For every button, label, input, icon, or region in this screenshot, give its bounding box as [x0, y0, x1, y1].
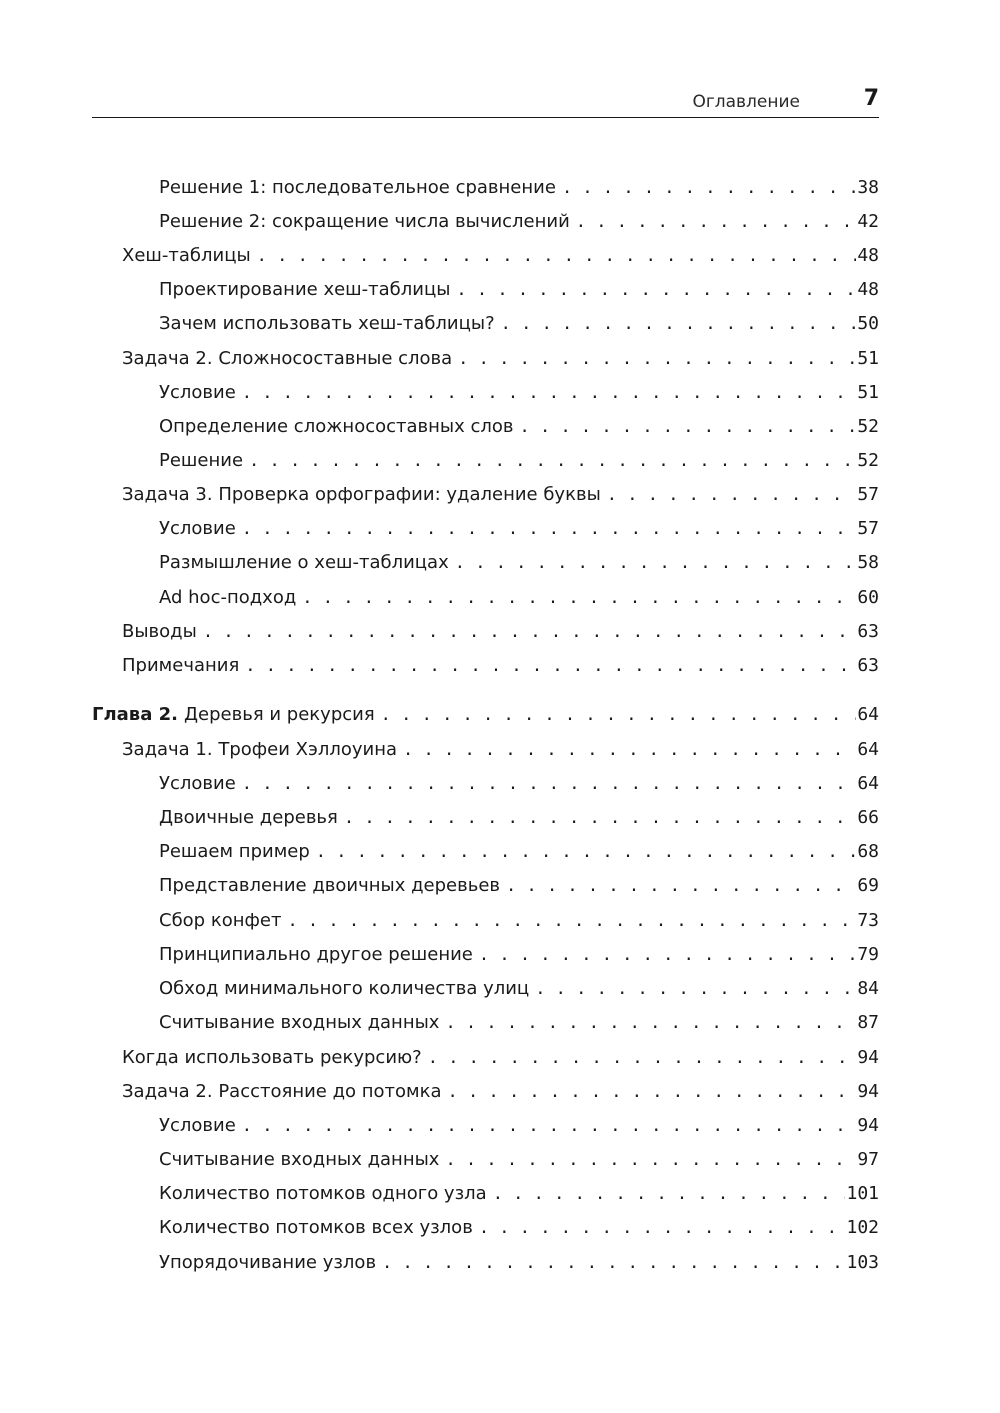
toc-entry-title: Зачем использовать хеш-таблицы?	[159, 313, 495, 334]
toc-page-number: 64	[857, 773, 879, 794]
toc-page-number: 52	[857, 416, 879, 437]
toc-entry-title: Размышление о хеш-таблицах	[159, 552, 449, 573]
dot-leader	[249, 446, 856, 476]
toc-page-number: 60	[857, 587, 879, 608]
toc-page-number: 87	[857, 1012, 879, 1033]
toc-entry[interactable]	[122, 735, 879, 765]
toc-entry-title: Выводы	[122, 621, 197, 642]
toc-entry-title: Сбор конфет	[159, 910, 282, 931]
toc-entry[interactable]	[159, 769, 879, 799]
dot-leader	[245, 651, 856, 681]
toc-entry[interactable]	[159, 173, 879, 203]
toc-entry[interactable]	[122, 241, 879, 271]
dot-leader	[458, 344, 856, 374]
toc-page-number: 79	[857, 944, 879, 965]
toc-entry-title: Количество потомков всех узлов	[159, 1217, 473, 1238]
toc-page-number: 73	[857, 910, 879, 931]
toc-entry-title: Упорядочивание узлов	[159, 1252, 377, 1273]
toc-page-number: 63	[857, 655, 879, 676]
dot-leader	[287, 906, 856, 936]
dot-leader	[403, 735, 856, 765]
toc-page-number: 63	[857, 621, 879, 642]
toc-entry[interactable]	[122, 480, 879, 510]
toc-page-number: 84	[857, 978, 879, 999]
toc-entry[interactable]	[159, 1213, 879, 1243]
toc-entry[interactable]	[159, 1248, 879, 1278]
toc-entry[interactable]	[159, 1111, 879, 1141]
toc-entry[interactable]	[122, 344, 879, 374]
toc-entry[interactable]	[159, 514, 879, 544]
toc-page-number: 48	[857, 245, 879, 266]
toc-entry-title: Решение 2: сокращение числа вычислений	[159, 211, 570, 232]
toc-entry[interactable]	[122, 617, 879, 647]
toc-entry-title: Хеш-таблицы	[122, 245, 251, 266]
toc-page-number: 66	[857, 807, 879, 828]
toc-entry-title: Считывание входных данных	[159, 1149, 440, 1170]
dot-leader	[242, 769, 857, 799]
dot-leader	[479, 1213, 846, 1243]
toc-entry-title: Примечания	[122, 655, 240, 676]
toc-entry[interactable]	[159, 1008, 879, 1038]
toc-entry[interactable]	[159, 940, 879, 970]
dot-leader	[344, 803, 856, 833]
toc-page-number: 97	[857, 1149, 879, 1170]
dot-leader	[316, 837, 857, 867]
toc-page-number: 51	[857, 382, 879, 403]
toc-page-number: 102	[846, 1217, 879, 1238]
dot-leader	[479, 940, 856, 970]
chapter-label: Глава 2.	[92, 704, 178, 725]
toc-entry-title: Двоичные деревья	[159, 807, 338, 828]
toc-page-number: 68	[857, 841, 879, 862]
dot-leader	[428, 1043, 857, 1073]
dot-leader	[493, 1179, 846, 1209]
toc-page-number: 64	[857, 739, 879, 760]
running-title: Оглавление	[692, 92, 800, 112]
toc-entry-title: Представление двоичных деревьев	[159, 875, 501, 896]
toc-entry[interactable]	[159, 583, 879, 613]
toc-entry-title: Задача 2. Сложносоставные слова	[122, 348, 453, 369]
dot-leader	[501, 309, 857, 339]
toc-entry-title: Обход минимального количества улиц	[159, 978, 530, 999]
toc-page-number: 58	[857, 552, 879, 573]
toc-entry[interactable]	[159, 309, 879, 339]
toc-entry-title: Принципиально другое решение	[159, 944, 473, 965]
dot-leader	[520, 412, 857, 442]
toc-page-number: 51	[857, 348, 879, 369]
toc-entry-title: Условие	[159, 1115, 236, 1136]
dot-leader	[381, 700, 857, 730]
toc-entry[interactable]	[122, 651, 879, 681]
toc-entry[interactable]	[159, 446, 879, 476]
toc-entry[interactable]	[159, 1179, 879, 1209]
toc-page-number: 38	[857, 177, 879, 198]
toc-entry[interactable]	[159, 548, 879, 578]
toc-page-number: 52	[857, 450, 879, 471]
toc-entry-title: Задача 3. Проверка орфографии: удаление буквы	[122, 484, 601, 505]
dot-leader	[562, 173, 856, 203]
toc-entry-title: Решаем пример	[159, 841, 310, 862]
dot-leader	[448, 1077, 857, 1107]
toc-page-number: 101	[846, 1183, 879, 1204]
toc-entry-title: Условие	[159, 382, 236, 403]
toc-entry[interactable]	[159, 974, 879, 1004]
dot-leader	[242, 1111, 857, 1141]
dot-leader	[302, 583, 856, 613]
toc-entry[interactable]	[159, 378, 879, 408]
toc-entry-title: Решение	[159, 450, 244, 471]
toc-entry-title: Задача 2. Расстояние до потомка	[122, 1081, 442, 1102]
dot-leader	[535, 974, 856, 1004]
toc-entry-title: Считывание входных данных	[159, 1012, 440, 1033]
toc-entry[interactable]	[159, 871, 879, 901]
dot-leader	[456, 275, 856, 305]
toc-entry[interactable]	[92, 700, 879, 730]
dot-leader	[257, 241, 857, 271]
toc-entry-title: Ad hoc-подход	[159, 587, 297, 608]
toc-entry[interactable]	[159, 906, 879, 936]
toc-entry-title: Задача 1. Трофеи Хэллоуина	[122, 739, 398, 760]
dot-leader	[242, 378, 857, 408]
toc-entry[interactable]	[159, 207, 879, 237]
toc-entry-title: Количество потомков одного узла	[159, 1183, 487, 1204]
dot-leader	[445, 1145, 856, 1175]
toc-page-number: 94	[857, 1047, 879, 1068]
page-number: 7	[863, 86, 879, 111]
toc-entry-title: Когда использовать рекурсию?	[122, 1047, 422, 1068]
toc-entry[interactable]	[159, 1145, 879, 1175]
toc-page-number: 94	[857, 1115, 879, 1136]
dot-leader	[455, 548, 857, 578]
toc-entry[interactable]	[122, 1077, 879, 1107]
toc-page-number: 57	[857, 484, 879, 505]
dot-leader	[576, 207, 857, 237]
toc-page-number: 64	[857, 704, 879, 725]
toc-page-number: 94	[857, 1081, 879, 1102]
toc-page-number: 50	[857, 313, 879, 334]
toc-entry-title: Деревья и рекурсия	[183, 704, 375, 725]
toc-page-number: 103	[846, 1252, 879, 1273]
toc-entry[interactable]	[159, 837, 879, 867]
dot-leader	[607, 480, 857, 510]
dot-leader	[382, 1248, 845, 1278]
toc-entry-title: Решение 1: последовательное сравнение	[159, 177, 556, 198]
toc-page-number: 69	[857, 875, 879, 896]
toc-entry[interactable]	[159, 275, 879, 305]
toc-page-number: 42	[857, 211, 879, 232]
toc-entry[interactable]	[159, 803, 879, 833]
dot-leader	[445, 1008, 856, 1038]
toc-page-number: 57	[857, 518, 879, 539]
toc-entry[interactable]	[159, 412, 879, 442]
toc-entry-title: Проектирование хеш-таблицы	[159, 279, 451, 300]
dot-leader	[242, 514, 857, 544]
toc-page-number: 48	[857, 279, 879, 300]
toc-entry-title: Определение сложносоставных слов	[159, 416, 514, 437]
toc-entry[interactable]	[122, 1043, 879, 1073]
toc-entry-title: Условие	[159, 773, 236, 794]
dot-leader	[506, 871, 856, 901]
toc-entry-title: Условие	[159, 518, 236, 539]
dot-leader	[203, 617, 856, 647]
